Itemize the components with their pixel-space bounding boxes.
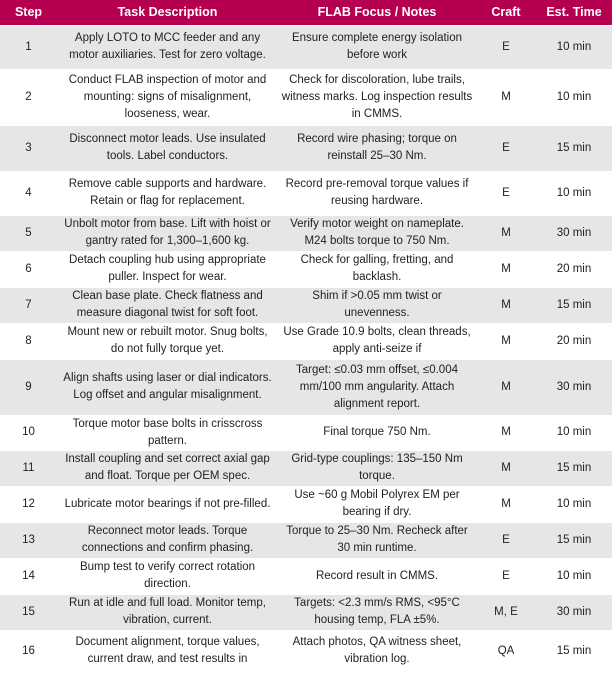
cell-step: 13 bbox=[0, 522, 57, 558]
table-row bbox=[0, 630, 612, 672]
cell-notes: Grid-type couplings: 135–150 Nm torque. bbox=[278, 450, 476, 486]
cell-task: Detach coupling hub using appropriate puller. Inspect for wear. bbox=[57, 251, 278, 287]
cell-craft: M bbox=[476, 415, 536, 450]
cell-task: Lubricate motor bearings if not pre-filled. bbox=[57, 486, 278, 522]
cell-time: 20 min bbox=[536, 323, 612, 359]
table-row bbox=[0, 522, 612, 558]
cell-step: 2 bbox=[0, 69, 57, 125]
header-craft: Craft bbox=[476, 0, 536, 25]
cell-step: 6 bbox=[0, 251, 57, 287]
cell-task: Apply LOTO to MCC feeder and any motor auxiliaries. Test for zero voltage. bbox=[57, 25, 278, 69]
cell-notes: Verify motor weight on nameplate. M24 bolts torque to 750 Nm. bbox=[278, 215, 476, 251]
cell-notes: Ensure complete energy isolation before work bbox=[278, 25, 476, 69]
cell-task: Unbolt motor from base. Lift with hoist or gantry rated for 1,300–1,600 kg. bbox=[57, 215, 278, 251]
table-row bbox=[0, 415, 612, 450]
cell-task: Align shafts using laser or dial indicators. Log offset and angular misalignment. bbox=[57, 359, 278, 415]
table-row bbox=[0, 287, 612, 323]
cell-step: 1 bbox=[0, 25, 57, 69]
cell-craft: E bbox=[476, 522, 536, 558]
header-row bbox=[0, 0, 612, 25]
cell-time: 15 min bbox=[536, 630, 612, 672]
cell-time: 15 min bbox=[536, 125, 612, 171]
cell-task: Disconnect motor leads. Use insulated tools. Label conductors. bbox=[57, 125, 278, 171]
cell-task: Reconnect motor leads. Torque connections and confirm phasing. bbox=[57, 522, 278, 558]
cell-step: 9 bbox=[0, 359, 57, 415]
cell-notes: Use Grade 10.9 bolts, clean threads, apply anti-seize if bbox=[278, 323, 476, 359]
header-flab-notes: FLAB Focus / Notes bbox=[278, 0, 476, 25]
cell-time: 15 min bbox=[536, 287, 612, 323]
cell-step: 5 bbox=[0, 215, 57, 251]
cell-time: 30 min bbox=[536, 215, 612, 251]
table-row bbox=[0, 125, 612, 171]
cell-craft: E bbox=[476, 558, 536, 594]
cell-task: Document alignment, torque values, current draw, and test results in bbox=[57, 630, 278, 672]
cell-time: 30 min bbox=[536, 359, 612, 415]
cell-time: 10 min bbox=[536, 25, 612, 69]
cell-craft: M bbox=[476, 251, 536, 287]
cell-task: Torque motor base bolts in crisscross pattern. bbox=[57, 415, 278, 450]
cell-craft: M bbox=[476, 215, 536, 251]
cell-notes: Shim if >0.05 mm twist or unevenness. bbox=[278, 287, 476, 323]
cell-craft: M bbox=[476, 450, 536, 486]
cell-notes: Attach photos, QA witness sheet, vibration log. bbox=[278, 630, 476, 672]
cell-notes: Target: ≤0.03 mm offset, ≤0.004 mm/100 mm angularity. Attach alignment report. bbox=[278, 359, 476, 415]
cell-notes: Record wire phasing; torque on reinstall 25–30 Nm. bbox=[278, 125, 476, 171]
table-header bbox=[0, 0, 612, 25]
cell-notes: Check for galling, fretting, and backlash. bbox=[278, 251, 476, 287]
cell-step: 14 bbox=[0, 558, 57, 594]
cell-craft: M bbox=[476, 323, 536, 359]
cell-task: Conduct FLAB inspection of motor and mounting: signs of misalignment, looseness, wear. bbox=[57, 69, 278, 125]
table-row bbox=[0, 486, 612, 522]
cell-craft: E bbox=[476, 25, 536, 69]
cell-step: 4 bbox=[0, 171, 57, 215]
header-est-time: Est. Time bbox=[536, 0, 612, 25]
table-row bbox=[0, 171, 612, 215]
cell-step: 11 bbox=[0, 450, 57, 486]
cell-craft: E bbox=[476, 125, 536, 171]
cell-step: 7 bbox=[0, 287, 57, 323]
cell-craft: M bbox=[476, 359, 536, 415]
cell-step: 3 bbox=[0, 125, 57, 171]
cell-craft: M bbox=[476, 287, 536, 323]
cell-task: Run at idle and full load. Monitor temp, vibration, current. bbox=[57, 594, 278, 630]
table-row bbox=[0, 450, 612, 486]
cell-craft: M, E bbox=[476, 594, 536, 630]
cell-notes: Targets: <2.3 mm/s RMS, <95°C housing temp, FLA ±5%. bbox=[278, 594, 476, 630]
cell-craft: QA bbox=[476, 630, 536, 672]
table-row bbox=[0, 594, 612, 630]
cell-time: 30 min bbox=[536, 594, 612, 630]
cell-time: 15 min bbox=[536, 522, 612, 558]
cell-time: 10 min bbox=[536, 69, 612, 125]
table-body bbox=[0, 25, 612, 672]
cell-time: 15 min bbox=[536, 450, 612, 486]
cell-task: Remove cable supports and hardware. Retain or flag for replacement. bbox=[57, 171, 278, 215]
cell-craft: M bbox=[476, 486, 536, 522]
cell-step: 15 bbox=[0, 594, 57, 630]
header-task-description: Task Description bbox=[57, 0, 278, 25]
cell-notes: Torque to 25–30 Nm. Recheck after 30 min runtime. bbox=[278, 522, 476, 558]
table-row bbox=[0, 251, 612, 287]
table-row bbox=[0, 359, 612, 415]
header-step: Step bbox=[0, 0, 57, 25]
cell-task: Mount new or rebuilt motor. Snug bolts, do not fully torque yet. bbox=[57, 323, 278, 359]
cell-step: 16 bbox=[0, 630, 57, 672]
cell-task: Install coupling and set correct axial gap and float. Torque per OEM spec. bbox=[57, 450, 278, 486]
table-row bbox=[0, 323, 612, 359]
cell-step: 8 bbox=[0, 323, 57, 359]
table-row bbox=[0, 558, 612, 594]
cell-notes: Use ~60 g Mobil Polyrex EM per bearing if dry. bbox=[278, 486, 476, 522]
cell-task: Bump test to verify correct rotation direction. bbox=[57, 558, 278, 594]
cell-step: 12 bbox=[0, 486, 57, 522]
cell-notes: Record result in CMMS. bbox=[278, 558, 476, 594]
cell-time: 10 min bbox=[536, 558, 612, 594]
cell-time: 10 min bbox=[536, 486, 612, 522]
cell-time: 20 min bbox=[536, 251, 612, 287]
cell-craft: M bbox=[476, 69, 536, 125]
cell-step: 10 bbox=[0, 415, 57, 450]
cell-notes: Check for discoloration, lube trails, witness marks. Log inspection results in CMMS. bbox=[278, 69, 476, 125]
cell-notes: Final torque 750 Nm. bbox=[278, 415, 476, 450]
table-row bbox=[0, 215, 612, 251]
cell-time: 10 min bbox=[536, 415, 612, 450]
cell-task: Clean base plate. Check flatness and measure diagonal twist for soft foot. bbox=[57, 287, 278, 323]
table-row bbox=[0, 69, 612, 125]
table-row bbox=[0, 25, 612, 69]
cell-time: 10 min bbox=[536, 171, 612, 215]
cell-craft: E bbox=[476, 171, 536, 215]
cell-notes: Record pre-removal torque values if reusing hardware. bbox=[278, 171, 476, 215]
